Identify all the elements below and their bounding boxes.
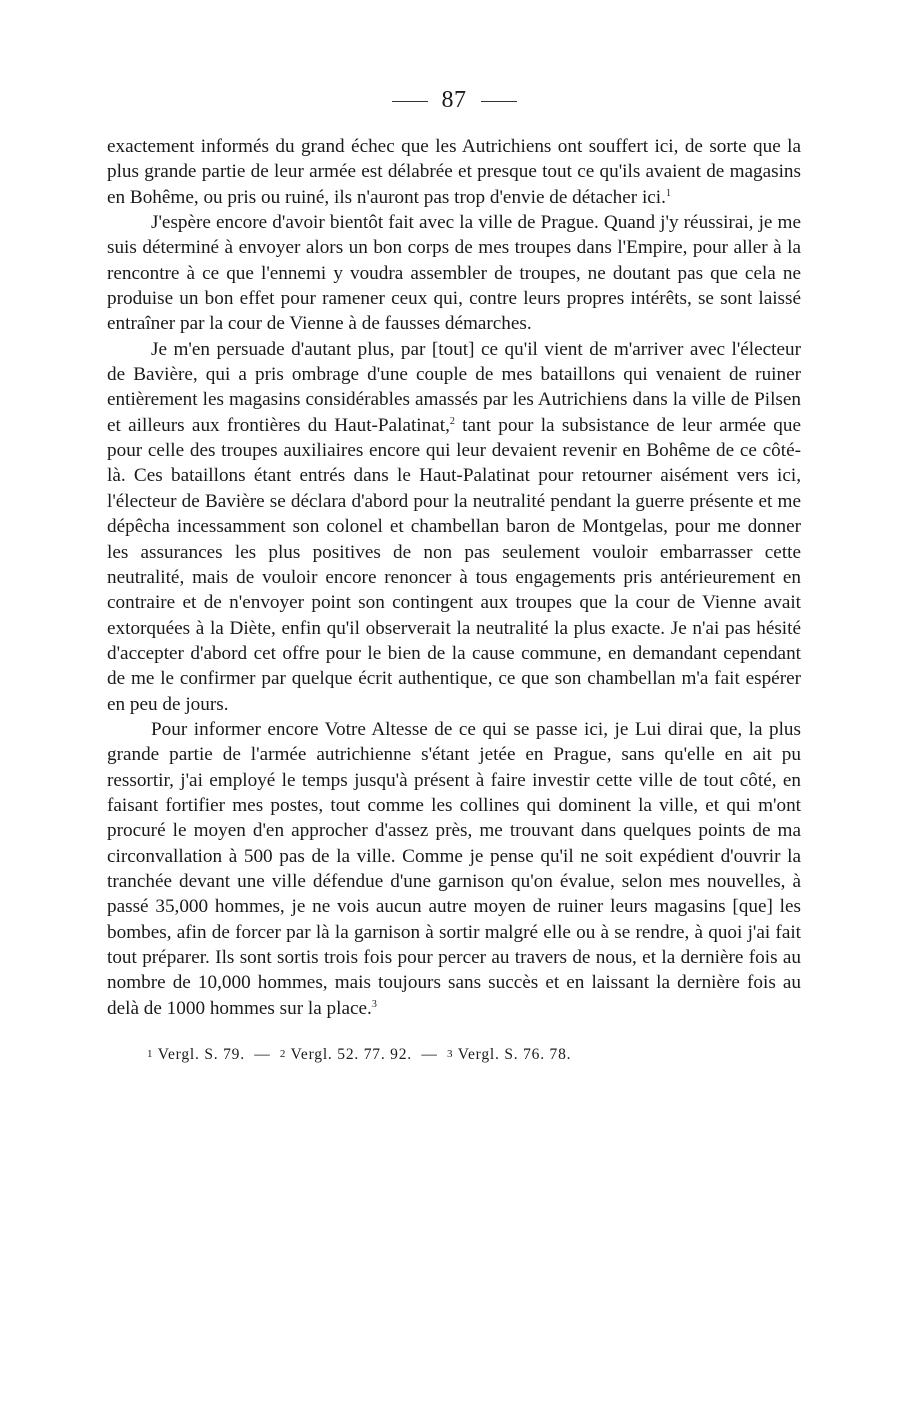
paragraph-1 [107, 134, 801, 210]
paragraph-3 [107, 337, 801, 717]
footnote-marker-3: 3 [371, 998, 377, 1010]
header-dash-left [392, 101, 428, 102]
footnote-text: Vergl. S. 79. [157, 1046, 245, 1064]
page-header [107, 84, 801, 124]
page-number: 87 [441, 87, 467, 113]
paragraph-text: J'espère encore d'avoir bientôt fait avec la ville de Prague. Quand j'y réussirai, je me suis déterminé à envoyer alors un bon corps de mes troupes dans l'Empire, pour aller à la rencontre à ce que l'ennemi y voudra assembler de troupes, ne doutant pas que cela ne produise un bon effet pour ramener ceux qui, contre leurs propres intérêts, se sont laissé entraîner par la cour de Vienne à de fausses démarches. [107, 212, 801, 335]
paragraph-text: exactement informés du grand échec que les Autrichiens ont souffert ici, de sorte que la plus grande partie de leur armée est délabrée et presque tout ce qu'ils avaient de magasins en Bohême, ou pris ou ruiné, ils n'auront pas trop d'envie de détacher ici. [107, 136, 801, 208]
footnote-number: 1 [147, 1048, 154, 1061]
footnote-3 [447, 1046, 571, 1063]
footnote-number: 3 [446, 1048, 454, 1061]
body-text [107, 134, 801, 1021]
footnote-2 [280, 1046, 412, 1063]
paragraph-text: Je m'en persuade d'autant plus, par [tout] ce qu'il vient de m'arriver avec l'électeur de Bavière, qui a pris ombrage d'une couple de mes bataillons qui venaient de ruiner entièrement les magasins considérables amassés par les Autrichiens dans la ville de Pilsen et ailleurs aux frontières du Haut-Palatinat, [107, 338, 801, 436]
document-page [107, 84, 801, 1066]
paragraph-4 [107, 717, 801, 1021]
footnote-marker-1: 1 [665, 187, 671, 199]
footnote-1 [147, 1046, 245, 1063]
paragraph-2 [107, 210, 801, 337]
footnote-text: Vergl. 52. 77. 92. [290, 1046, 412, 1064]
footnote-marker-2: 2 [449, 415, 455, 427]
paragraph-text: Pour informer encore Votre Altesse de ce qui se passe ici, je Lui dirai que, la plus grande partie de l'armée autrichienne s'étant jetée en Prague, sans qu'elle en ait pu ressortir, j'ai employé le temps jusqu'à présent à faire investir cette ville de tout côté, en faisant fortifier mes postes, tout comme les collines qui dominent la ville, et qui m'ont procuré le moyen d'en approcher d'assez près, me trouvant dans quelques points de ma circonvallation à 500 pas de la ville. Comme je pense qu'il ne soit expédient d'ouvrir la tranchée devant une ville défendue d'une garnison qu'on évalue, selon mes nouvelles, à passé 35,000 hommes, je ne vois aucun autre moyen de ruiner leurs magasins [que] les bombes, afin de forcer par là la garnison à sortir malgré elle ou à se rendre, à quoi j'ai fait tout préparer. Ils sont sortis trois fois pour percer au travers de nous, et la dernière fois au nombre de 10,000 hommes, mais toujours sans succès et en laissant la dernière fois au delà de 1000 hommes sur la place. [107, 718, 801, 1019]
header-dash-right [481, 101, 517, 102]
footnote-number: 2 [279, 1048, 287, 1061]
paragraph-text-cont: tant pour la subsistance de leur armée que pour celle des troupes auxiliaires encore qui leur devaient revenir en Bohême de ce côté-là. Ces bataillons étant entrés dans le Haut-Palatinat pour retourner aisément vers ici, l'électeur de Bavière se déclara d'abord pour la neutralité pendant la guerre présente et me dépêcha incessamment son colonel et chambellan baron de Montgelas, pour me donner les assurances les plus positives de non pas seulement vouloir embarrasser cette neutralité, mais de vouloir encore renoncer à tous engagements pris antérieurement en contraire et de n'envoyer point son contingent aux troupes que la cour de Vienne avait extorquées à la Diète, enfin qu'il observerait la neutralité la plus exacte. Je n'ai pas hésité d'accepter d'abord cet offre pour le bien de la cause commune, en demandant cependant de me le confirmer par quelque écrit authentique, ce que son chambellan m'a fait espérer en peu de jours. [107, 414, 801, 715]
footnotes: 1 Vergl. S. 79. — 2 Vergl. 52. 77. 92. — 3 Vergl. S. 76. 78. [147, 1046, 572, 1064]
footnote-text: Vergl. S. 76. 78. [457, 1046, 572, 1064]
